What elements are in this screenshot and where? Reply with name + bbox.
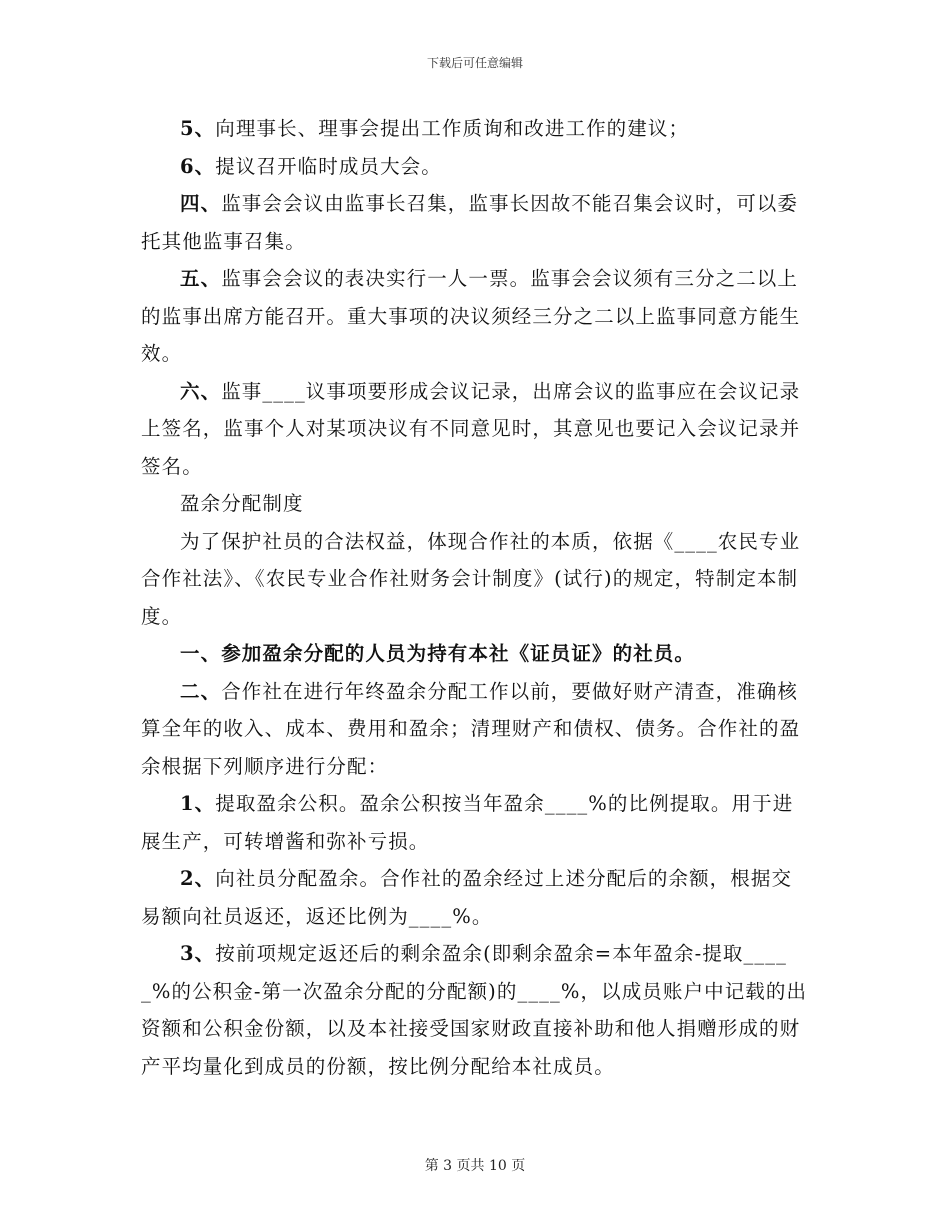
page-footer: 第 3 页共 10 页 [424, 1158, 526, 1174]
paragraph-section-5 [141, 260, 811, 373]
paragraph-sub-2 [141, 860, 811, 935]
paragraph-section-6 [141, 373, 811, 486]
paragraph-rule-1 [141, 635, 811, 673]
paragraph-sub-3 [141, 935, 811, 1085]
paragraph-text: 监事____议事项要形成会议记录，出席会议的监事应在会议记录上签名，监事个人对某项决议有不同意见时，其意见也要记入会议记录并签名。 [141, 379, 801, 478]
paragraph-lead: 五、 [180, 267, 222, 290]
paragraph-text: 为了保护社员的合法权益，体现合作社的本质，依据《____农民专业合作社法》、《农民专业合作社财务会计制度》(试行)的规定，特制定本制度。 [141, 529, 801, 628]
document-body [141, 110, 811, 1085]
paragraph-lead: 六、 [180, 379, 222, 403]
paragraph-text: 向理事长、理事会提出工作质询和改进工作的建议； [215, 117, 690, 140]
paragraph-lead: 四、 [180, 192, 222, 215]
paragraph-text: 提取盈余公积。盈余公积按当年盈余____%的比例提取。用于进展生产，可转增酱和弥补亏损。 [141, 792, 794, 853]
paragraph-text: 监事会会议的表决实行一人一票。监事会会议须有三分之二以上的监事出席方能召开。重大事项的决议须经三分之二以上监事同意方能生效。 [141, 267, 801, 365]
paragraph-sub-1 [141, 785, 811, 860]
paragraph-text: 监事会会议由监事长召集，监事长因故不能召集会议时，可以委托其他监事召集。 [141, 192, 799, 253]
paragraph-lead: 6、 [180, 154, 216, 178]
paragraph-intro [141, 523, 811, 636]
paragraph-item-6 [141, 148, 811, 186]
paragraph-text: 向社员分配盈余。合作社的盈余经过上述分配后的余额，根据交易额向社员返还，返还比例为____%。 [141, 867, 793, 928]
paragraph-lead: 2、 [180, 867, 216, 890]
paragraph-lead: 1、 [180, 792, 216, 815]
paragraph-lead: 二、 [180, 679, 222, 703]
paragraph-rule-2 [141, 673, 811, 786]
paragraph-text: 提议召开临时成员大会。 [215, 154, 442, 178]
paragraph-text: 按前项规定返还后的剩余盈余(即剩余盈余=本年盈余-提取_____%的公积金-第一次盈余分配的分配额)的____%，以成员账户中记载的出资额和公积金份额，以及本社接受国家财政直接补助和他人捐赠形成的财产平均量化到成员的份额，按比例分配给本社成员。 [141, 942, 808, 1078]
section-title [141, 485, 811, 523]
paragraph-text: 一、参加盈余分配的人员为持有本社《证员证》的社员。 [180, 642, 696, 665]
paragraph-item-5 [141, 110, 811, 148]
paragraph-lead: 3、 [180, 942, 216, 965]
paragraph-section-4 [141, 185, 811, 260]
paragraph-text: 合作社在进行年终盈余分配工作以前，要做好财产清查，准确核算全年的收入、成本、费用和盈余；清理财产和债权、债务。合作社的盈余根据下列顺序进行分配： [141, 679, 801, 778]
page-header: 下载后可任意编辑 [426, 56, 523, 70]
paragraph-text: 盈余分配制度 [180, 492, 304, 515]
paragraph-lead: 5、 [180, 117, 216, 140]
